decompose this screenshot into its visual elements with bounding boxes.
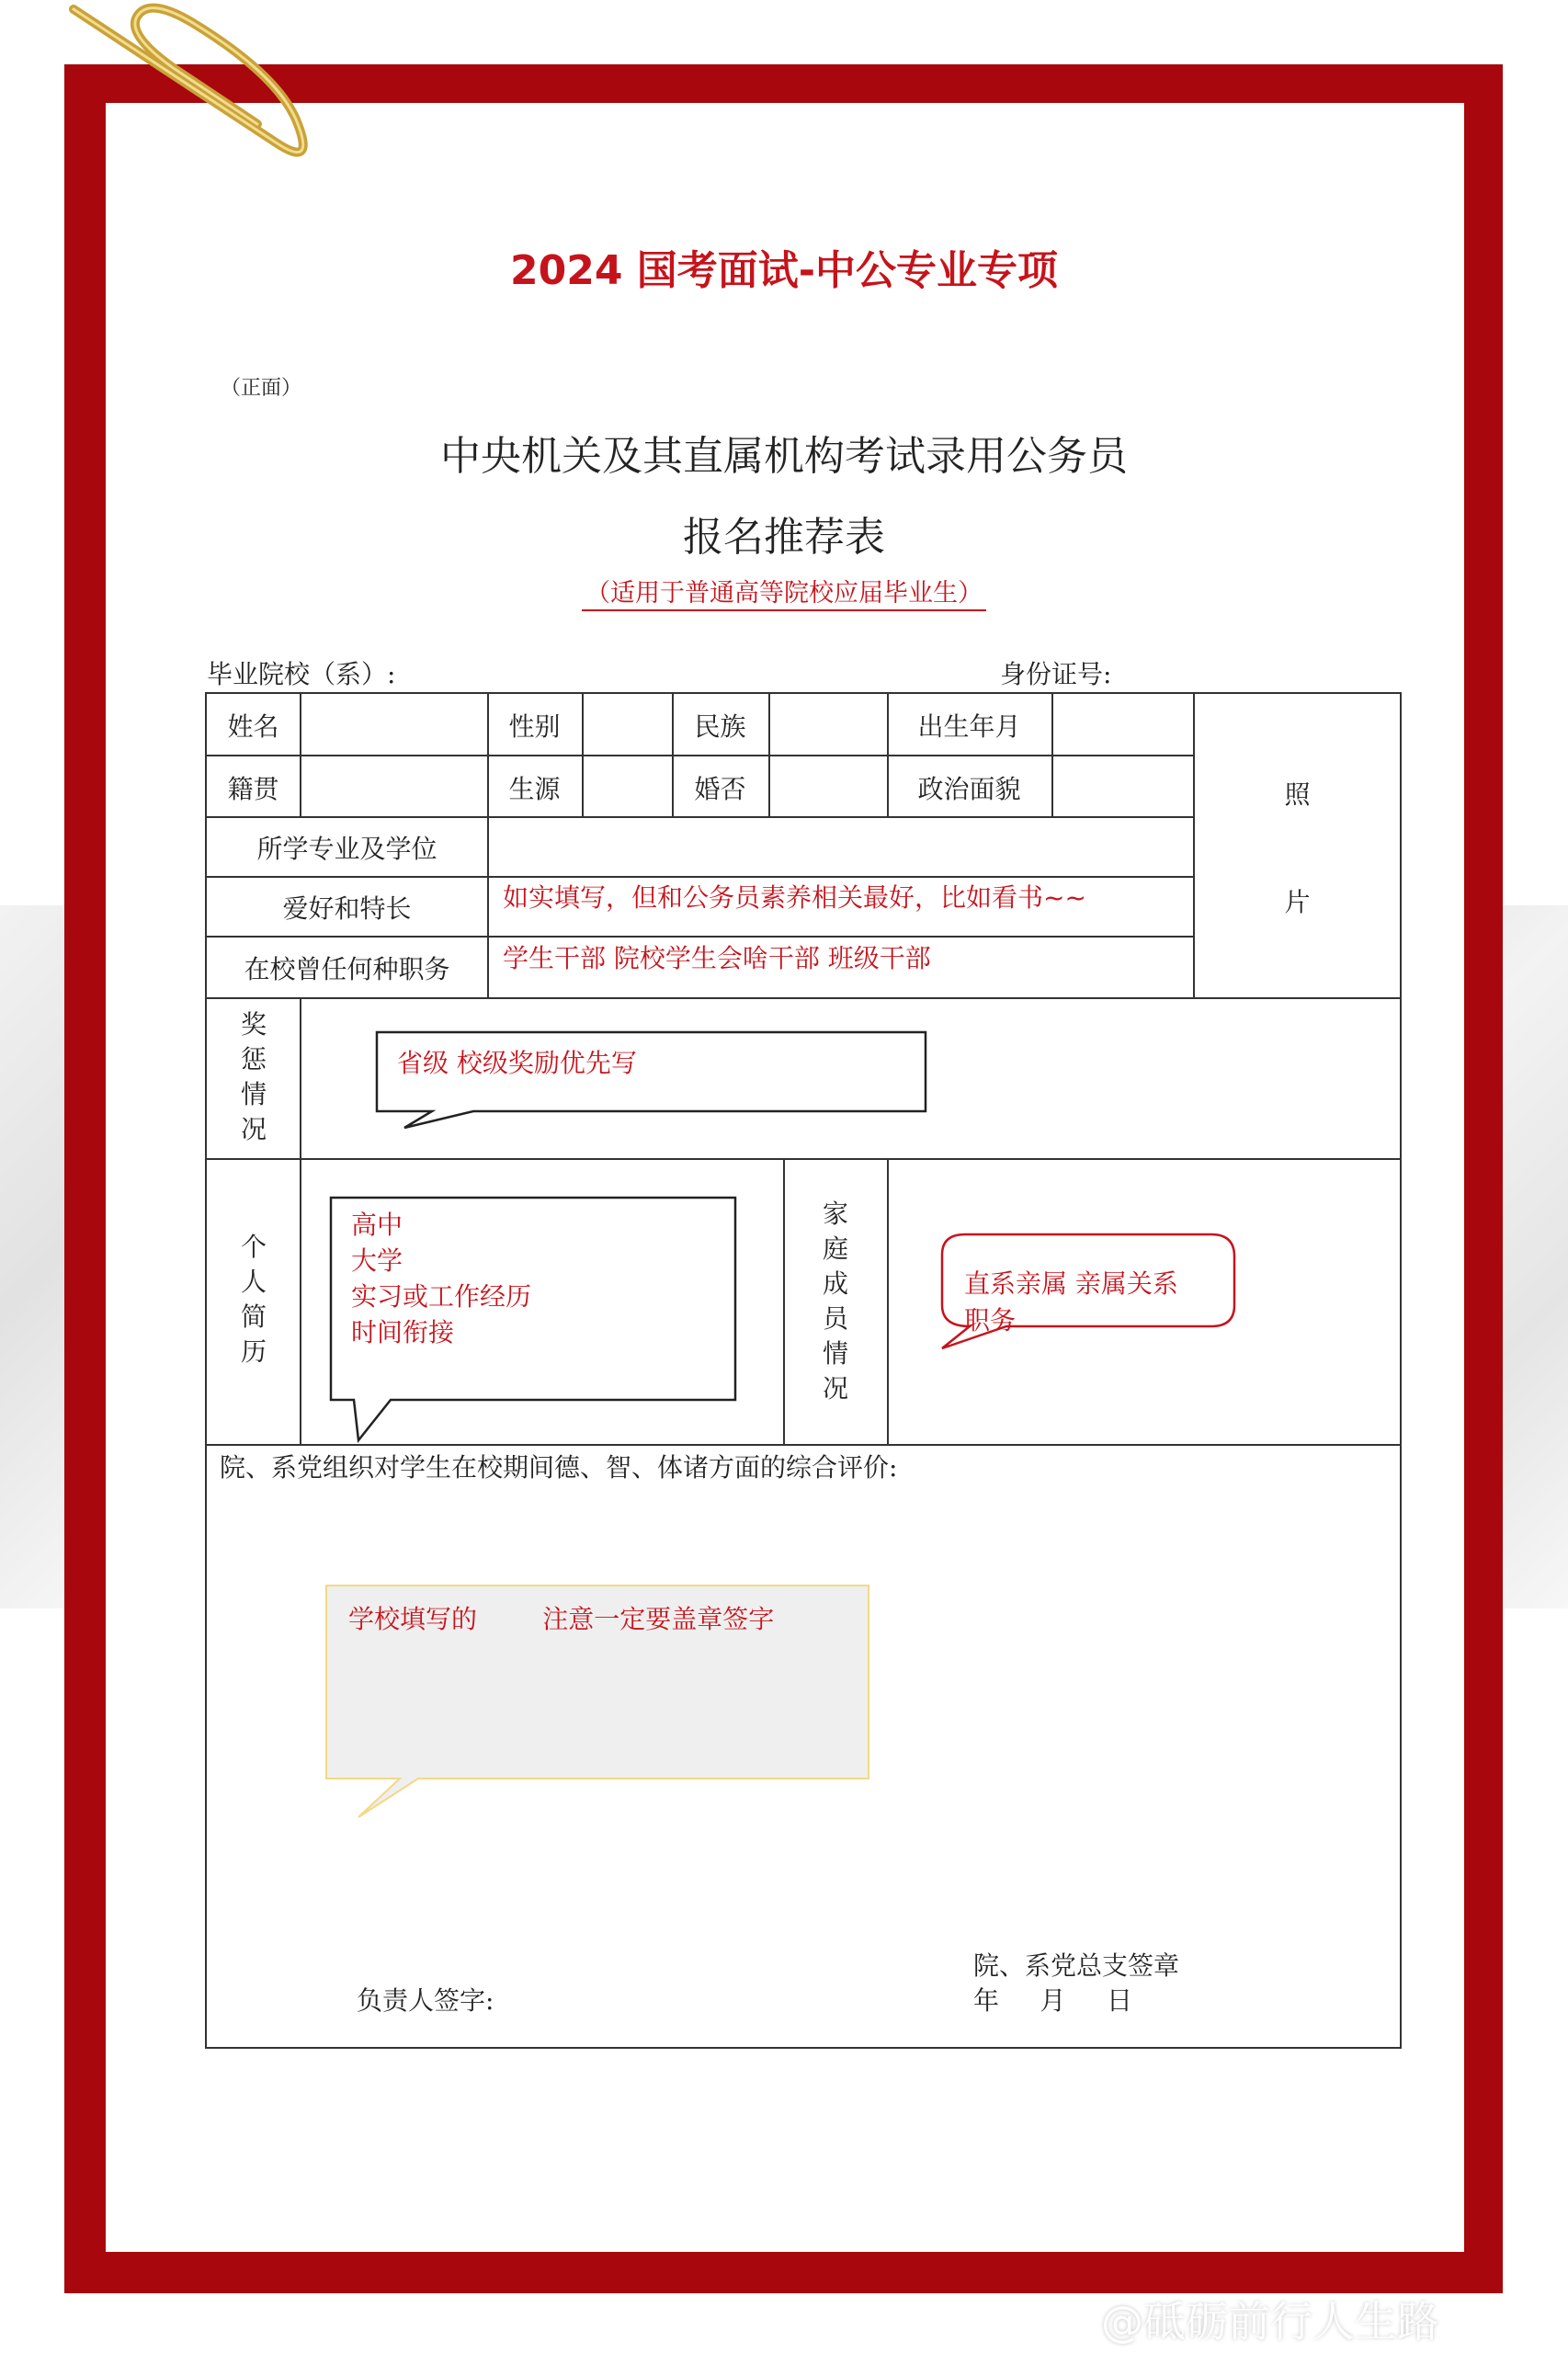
major-degree-label: 所学专业及学位 bbox=[256, 834, 437, 864]
subtitle bbox=[0, 573, 1568, 608]
resume-line: 时间衔接 bbox=[351, 1317, 455, 1347]
main-title: 中央机关及其直属机构考试录用公务员 bbox=[440, 433, 1128, 480]
family-char: 庭 bbox=[822, 1233, 848, 1264]
native-place-label: 籍贯 bbox=[227, 774, 279, 804]
awards-char: 惩 bbox=[240, 1044, 267, 1074]
family-char: 情 bbox=[822, 1338, 848, 1369]
birth-label: 出生年月 bbox=[917, 711, 1021, 742]
date-label: 年 月 日 bbox=[973, 1985, 1133, 2016]
photo-label-top: 照 bbox=[1284, 779, 1311, 810]
name-label: 姓名 bbox=[227, 711, 279, 742]
family-line: 直系亲属 亲属关系 bbox=[964, 1268, 1178, 1299]
front-side-label: （正面） bbox=[221, 377, 302, 400]
hobbies-note: 如实填写，但和公务员素养相关最好，比如看书~~ bbox=[503, 882, 1086, 913]
awards-note: 省级 校级奖励优先写 bbox=[397, 1048, 637, 1078]
student-source-label: 生源 bbox=[508, 774, 561, 804]
signer-label: 负责人签字: bbox=[357, 1985, 494, 2016]
resume-char: 个 bbox=[240, 1232, 267, 1262]
resume-line: 高中 bbox=[351, 1210, 403, 1240]
awards-char: 情 bbox=[240, 1079, 267, 1109]
awards-char: 奖 bbox=[240, 1009, 267, 1040]
positions-note: 学生干部 院校学生会啥干部 班级干部 bbox=[503, 943, 931, 973]
awards-char: 况 bbox=[240, 1114, 267, 1144]
family-line: 职务 bbox=[964, 1305, 1017, 1336]
resume-char: 人 bbox=[240, 1267, 267, 1297]
paperclip-icon bbox=[55, 0, 322, 193]
evaluation-label: 院、系党组织对学生在校期间德、智、体诸方面的综合评价: bbox=[220, 1452, 898, 1483]
resume-line: 大学 bbox=[351, 1245, 403, 1276]
id-number-label: 身份证号: bbox=[1000, 659, 1112, 689]
family-note bbox=[964, 1266, 1178, 1339]
family-char: 家 bbox=[822, 1199, 848, 1229]
resume-line: 实习或工作经历 bbox=[351, 1281, 532, 1312]
stamp-label: 院、系党总支签章 bbox=[973, 1950, 1180, 1981]
subtitle-text: （适用于普通高等院校应届毕业生） bbox=[582, 579, 986, 611]
family-char: 员 bbox=[822, 1303, 848, 1334]
hobbies-label: 爱好和特长 bbox=[282, 893, 412, 924]
resume-char: 历 bbox=[240, 1336, 267, 1367]
ethnicity-label: 民族 bbox=[694, 711, 746, 742]
gender-label: 性别 bbox=[508, 711, 561, 742]
family-char: 况 bbox=[822, 1373, 848, 1404]
awards-callout-bubble bbox=[207, 694, 1402, 2051]
political-label: 政治面貌 bbox=[917, 774, 1021, 804]
banner-title: 2024 国考面试-中公专业专项 bbox=[509, 247, 1059, 294]
family-char: 成 bbox=[822, 1268, 848, 1299]
form-title: 报名推荐表 bbox=[683, 514, 885, 561]
marital-label: 婚否 bbox=[694, 774, 746, 804]
resume-char: 简 bbox=[240, 1302, 267, 1332]
resume-note bbox=[351, 1207, 531, 1350]
watermark: @砥砺前行人生路 bbox=[1101, 2297, 1439, 2347]
photo-label-bottom: 片 bbox=[1284, 887, 1311, 917]
registration-table bbox=[205, 692, 1402, 2049]
school-note: 学校填写的 注意一定要盖章签字 bbox=[348, 1604, 775, 1634]
school-label: 毕业院校（系）: bbox=[207, 659, 396, 689]
positions-label: 在校曾任何种职务 bbox=[244, 954, 450, 984]
